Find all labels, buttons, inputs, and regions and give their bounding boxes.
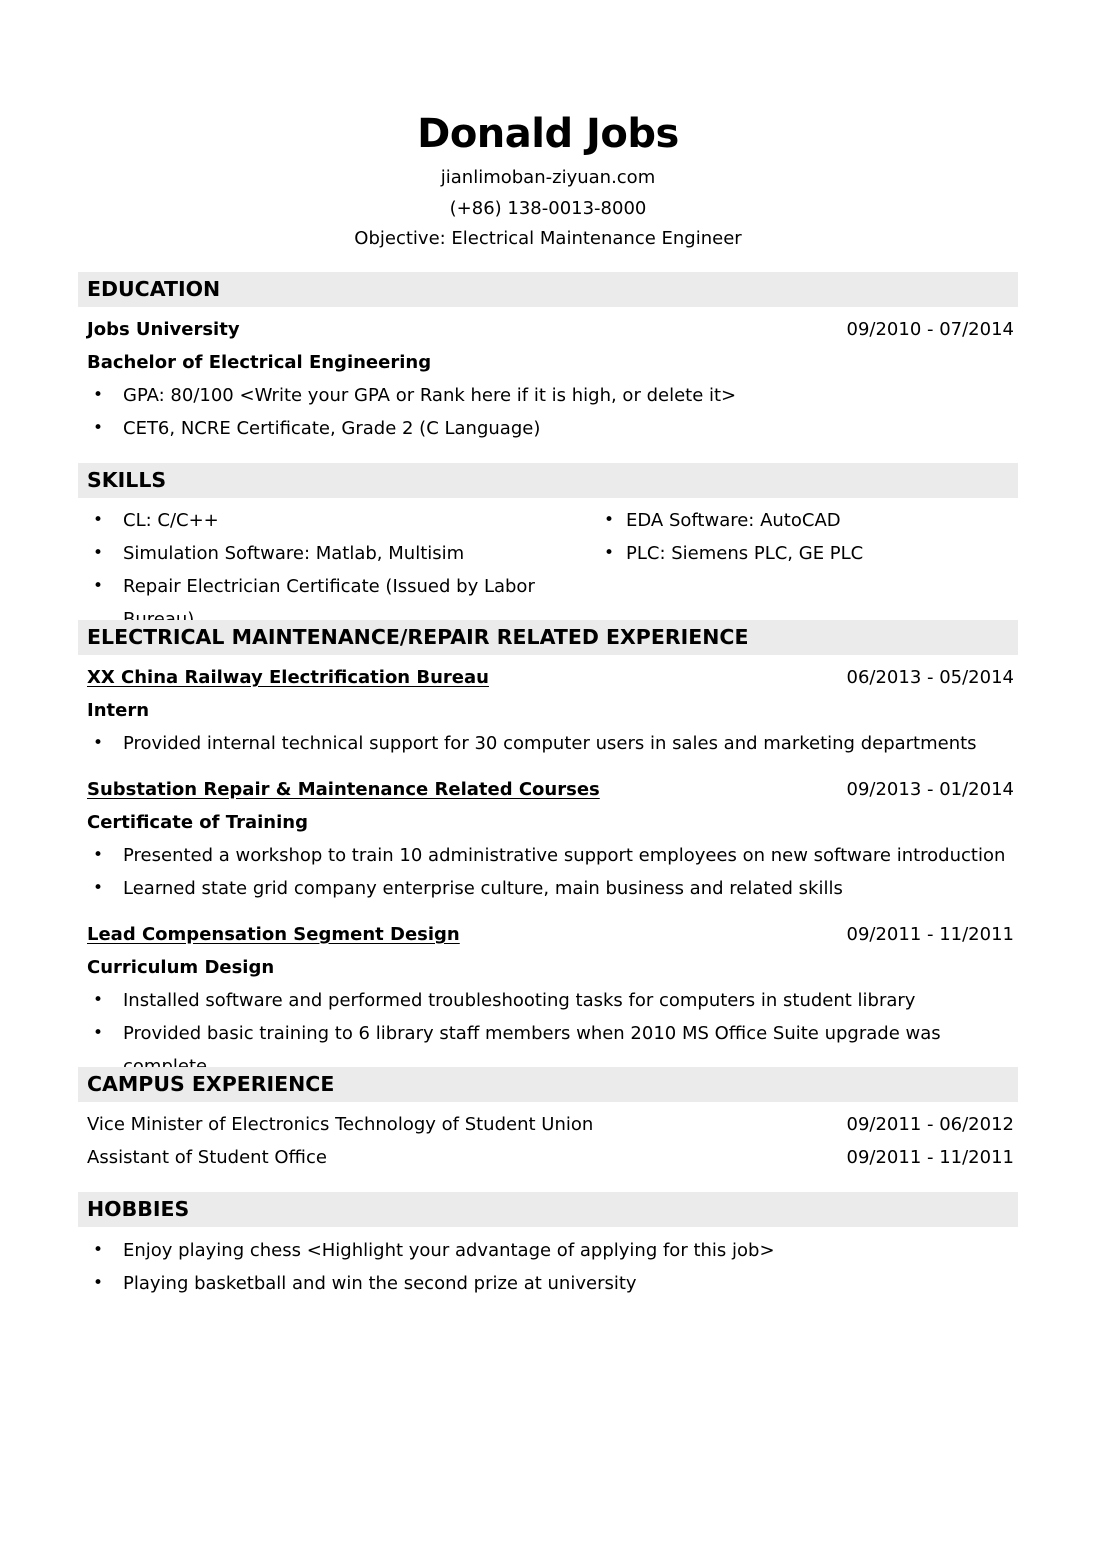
list-item: • Enjoy playing chess <Highlight your advantage of applying for this job> [78, 1234, 1018, 1267]
section-heading: HOBBIES [78, 1192, 1018, 1227]
list-item: • Provided internal technical support for 30 computer users in sales and marketing departments [78, 727, 1018, 760]
school-name: Jobs University [87, 319, 240, 340]
role-title: Certificate of Training [87, 812, 308, 833]
organization-name: Lead Compensation Segment Design [87, 924, 460, 945]
date-range: 09/2010 - 07/2014 [846, 319, 1014, 340]
section-heading: ELECTRICAL MAINTENANCE/REPAIR RELATED EXPERIENCE [78, 620, 1018, 655]
list-item: • Learned state grid company enterprise culture, main business and related skills [78, 872, 1018, 905]
experience-bullets [78, 727, 1018, 760]
list-item: • Installed software and performed troubleshooting tasks for computers in student library [78, 984, 1018, 1017]
list-item: • GPA: 80/100 <Write your GPA or Rank here if it is high, or delete it> [78, 379, 1018, 412]
experience-header [78, 918, 1018, 951]
experience-section [78, 620, 1018, 1050]
objective: Objective: Electrical Maintenance Engineer [354, 228, 742, 249]
skills-right-column [592, 504, 1012, 570]
date-range: 09/2011 - 11/2011 [846, 924, 1014, 945]
list-item: • EDA Software: AutoCAD [592, 504, 1012, 537]
section-heading: CAMPUS EXPERIENCE [78, 1067, 1018, 1102]
date-range: 09/2013 - 01/2014 [846, 779, 1014, 800]
list-item: • PLC: Siemens PLC, GE PLC [592, 537, 1012, 570]
education-section [78, 272, 1018, 445]
list-item: • Playing basketball and win the second prize at university [78, 1267, 1018, 1300]
date-range: 09/2011 - 11/2011 [846, 1147, 1014, 1168]
experience-entry [78, 918, 1018, 1050]
organization-name: Substation Repair & Maintenance Related Courses [87, 779, 600, 800]
list-item: • Provided basic training to 6 library staff members when 2010 MS Office Suite upgrade was [78, 1017, 1018, 1050]
list-item: • Presented a workshop to train 10 administrative support employees on new software introduction [78, 839, 1018, 872]
experience-header [78, 661, 1018, 694]
section-heading: EDUCATION [78, 272, 1018, 307]
list-item: • Simulation Software: Matlab, Multisim [78, 537, 588, 570]
role-title: Intern [87, 700, 150, 721]
experience-entry [78, 773, 1018, 905]
resume-header [0, 108, 1096, 255]
skills-grid [78, 504, 1018, 603]
contact-website: jianlimoban-ziyuan.com [440, 167, 656, 188]
skills-left-column [78, 504, 588, 603]
position-title: Assistant of Student Office [87, 1147, 327, 1168]
section-heading: SKILLS [78, 463, 1018, 498]
education-bullets [78, 379, 1018, 445]
list-item: • CET6, NCRE Certificate, Grade 2 (C Language) [78, 412, 1018, 445]
organization-name: XX China Railway Electrification Bureau [87, 667, 489, 688]
position-title: Vice Minister of Electronics Technology of Student Union [87, 1114, 594, 1135]
contact-phone: (+86) 138-0013-8000 [449, 197, 647, 219]
date-range: 06/2013 - 05/2014 [846, 667, 1014, 688]
degree: Bachelor of Electrical Engineering [87, 352, 432, 373]
campus-entry [78, 1108, 1018, 1141]
skills-section [78, 463, 1018, 603]
education-entry [78, 313, 1018, 346]
campus-section [78, 1067, 1018, 1174]
role-title: Curriculum Design [87, 957, 275, 978]
hobbies-section [78, 1192, 1018, 1300]
list-item: • Repair Electrician Certificate (Issued by Labor [78, 570, 588, 603]
list-item: • CL: C/C++ [78, 504, 588, 537]
experience-header [78, 773, 1018, 806]
candidate-name: Donald Jobs [417, 111, 679, 157]
date-range: 09/2011 - 06/2012 [846, 1114, 1014, 1135]
campus-entry [78, 1141, 1018, 1174]
experience-bullets [78, 839, 1018, 905]
experience-bullets [78, 984, 1018, 1050]
hobbies-bullets [78, 1234, 1018, 1300]
experience-entry [78, 661, 1018, 760]
